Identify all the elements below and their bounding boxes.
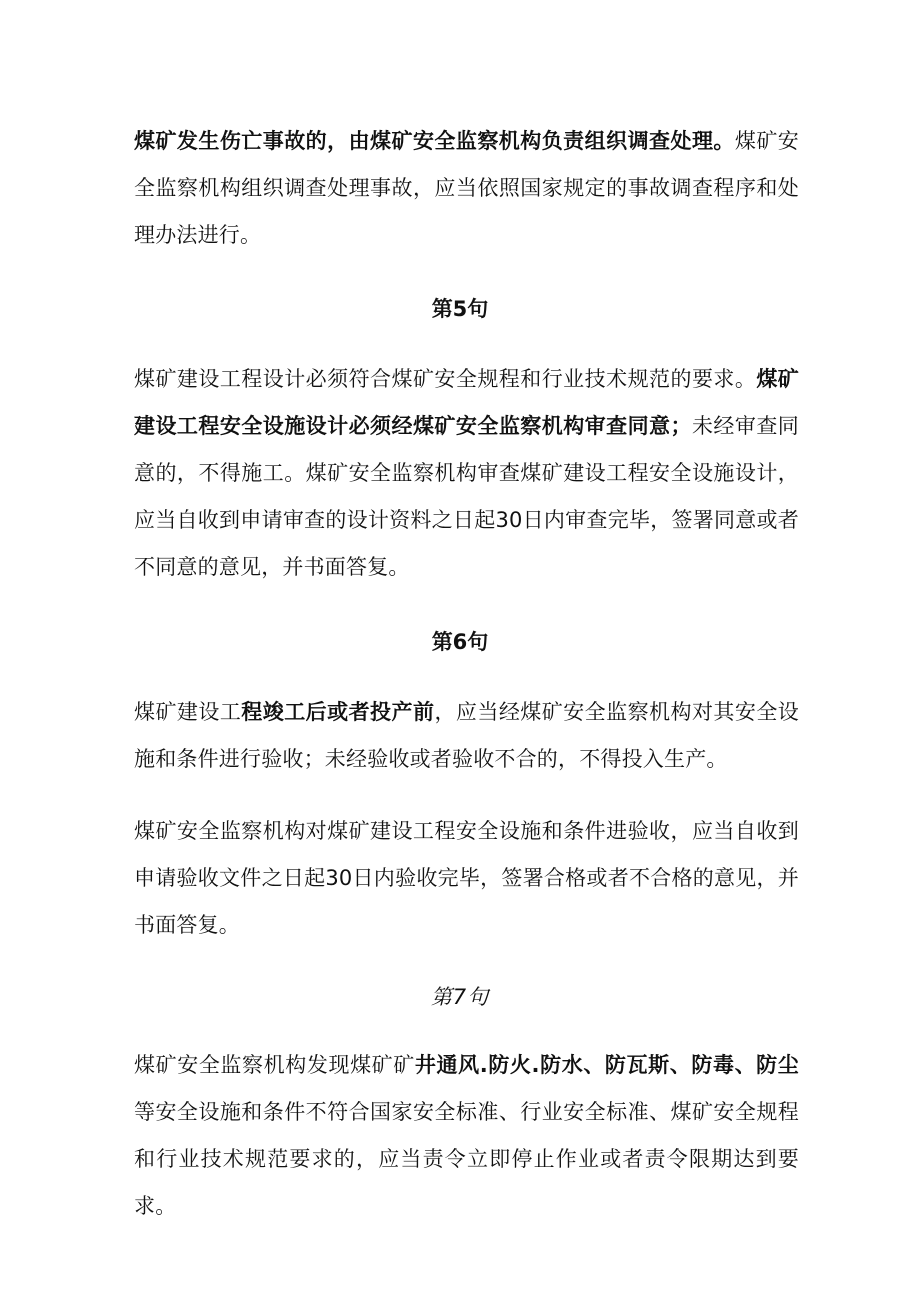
bold-text: 程竣工后或者投产前 — [241, 700, 435, 724]
paragraph-accident-investigation — [134, 118, 799, 259]
body-text: ，应当经煤矿安全监察机构对其安全设施和条件进行验收；未经验收或者验收不合的，不得投入生产。 — [134, 700, 799, 771]
bold-text: 煤矿建设工程安全设施设计必须经煤矿安全监察机构审查同意； — [134, 367, 799, 438]
bold-text: 井通风.防火.防水、防瓦斯、防毒、防尘 — [414, 1053, 799, 1077]
body-text: 未经审查同意的，不得施工。煤矿安全监察机构审查煤矿建设工程安全设施设计，应当自收到申请审查的设计资料之日起30日内审查完毕，签署同意或者不同意的意见，并书面答复。 — [134, 414, 800, 579]
body-text: 煤矿安全监察机构对煤矿建设工程安全设施和条件进验收，应当自收到申请验收文件之日起30日内验收完毕，签署合格或者不合格的意见，并书面答复。 — [134, 819, 799, 937]
section-heading-6: 第6句 — [431, 630, 489, 654]
paragraph-safety-facilities — [134, 1042, 799, 1230]
section-heading-5: 第5句 — [431, 297, 489, 321]
body-text: 等安全设施和条件不符合国家安全标准、行业安全标准、煤矿安全规程和行业技术规范要求的，应当责令立即停止作业或者责令限期达到要求。 — [134, 1100, 799, 1218]
paragraph-acceptance-deadline — [134, 808, 799, 949]
paragraph-design-review — [134, 356, 799, 591]
section-heading-7: 第7句 — [430, 985, 490, 1009]
body-text: 煤矿安全监察机构组织调查处理事故，应当依照国家规定的事故调查程序和处理办法进行。 — [134, 129, 799, 247]
body-text: 煤矿建设工程设计必须符合煤矿安全规程和行业技术规范的要求。 — [134, 367, 757, 391]
body-text: 煤矿建设工 — [134, 700, 242, 724]
body-text: 煤矿安全监察机构发现煤矿矿 — [134, 1053, 415, 1077]
bold-text: 煤矿发生伤亡事故的，由煤矿安全监察机构负责组织调查处理。 — [134, 129, 735, 153]
paragraph-completion-acceptance — [134, 689, 799, 783]
